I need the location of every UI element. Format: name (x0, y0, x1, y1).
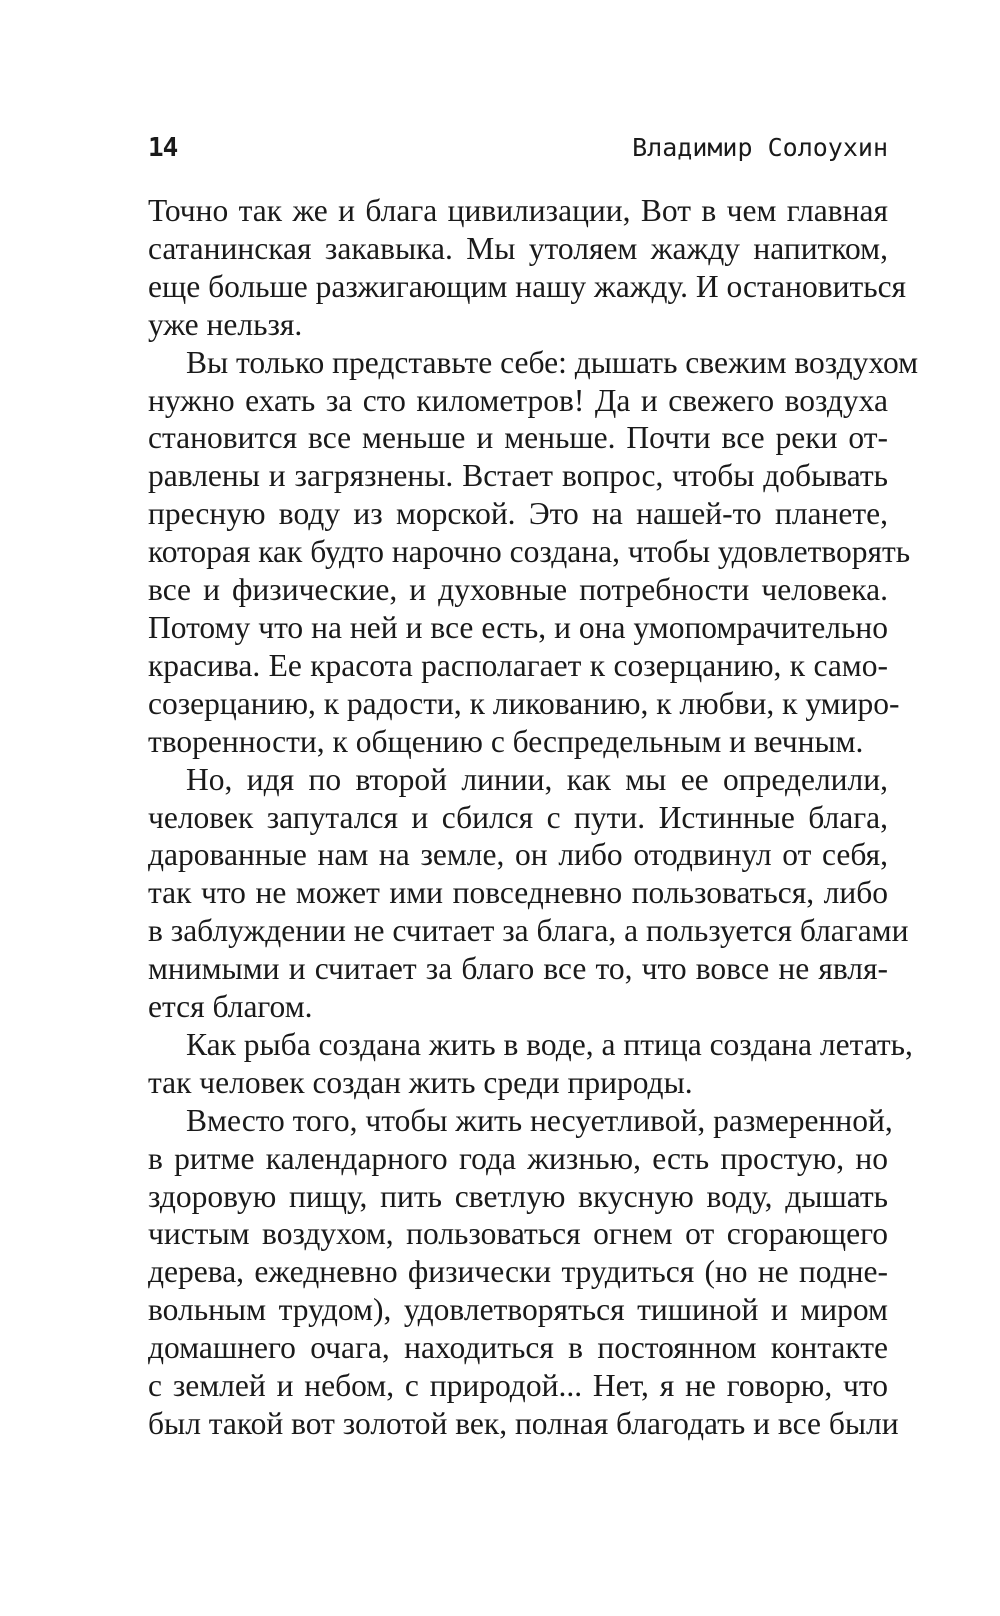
text-line: в заблуждении не считает за блага, а пользуется благами (148, 913, 909, 949)
text-line: Точно так же и блага цивилизации, Вот в чем главная (148, 193, 888, 228)
text-line: которая как будто нарочно создана, чтобы удовлетворять (148, 534, 911, 570)
running-head (148, 128, 888, 168)
text-line: Потому что на ней и все есть, и она умопомрачительно (148, 609, 888, 645)
text-line: домашнего очага, находиться в постоянном контакте (148, 1330, 888, 1366)
text-line: Как рыба создана жить в воде, а птица создана летать, (186, 1026, 913, 1062)
text-line: человек запутался и сбился с пути. Истинные блага, (148, 799, 888, 835)
text-line: вольным трудом), удовлетворяться тишиной и миром (148, 1292, 888, 1328)
text-line: уже нельзя. (148, 306, 303, 342)
text-line: становится все меньше и меньше. Почти все реки от- (148, 420, 888, 456)
text-line: так человек создан жить среди природы. (148, 1064, 693, 1100)
author-name: Владимир Солоухин (632, 133, 888, 162)
text-line: дарованные нам на земле, он либо отодвинул от себя, (148, 837, 888, 873)
text-line: созерцанию, к радости, к ликованию, к любви, к умиро- (148, 685, 900, 721)
text-line: сатанинская закавыка. Мы утоляем жажду напитком, (148, 230, 888, 266)
body-text (148, 192, 919, 1443)
text-line: все и физические, и духовные потребности человека. (148, 572, 888, 608)
paragraph-2 (148, 344, 919, 761)
text-line: так что не может ими повседневно пользоваться, либо (148, 875, 888, 911)
text-line: Но, идя по второй линии, как мы ее определили, (186, 761, 888, 797)
text-line: нужно ехать за сто километров! Да и свежего воздуха (148, 382, 888, 418)
text-line: красива. Ее красота располагает к созерцанию, к само- (148, 647, 888, 683)
text-line: ется благом. (148, 989, 313, 1025)
text-line: был такой вот золотой век, полная благодать и все были (148, 1406, 899, 1441)
page-number: 14 (148, 133, 178, 163)
text-line: мнимыми и считает за благо все то, что вовсе не явля- (148, 951, 888, 987)
text-line: в ритме календарного года жизнью, есть простую, но (148, 1140, 888, 1176)
text-line: дерева, ежедневно физически трудиться (но не подне- (148, 1254, 888, 1290)
text-line: Вы только представьте себе: дышать свежим воздухом (186, 344, 919, 380)
text-line: еще больше разжигающим нашу жажду. И остановиться (148, 268, 907, 304)
text-line: чистым воздухом, пользоваться огнем от сгорающего (148, 1216, 888, 1252)
paragraph-3 (148, 761, 909, 1026)
text-line: здоровую пищу, пить светлую вкусную воду, дышать (148, 1178, 888, 1214)
text-line: с землей и небом, с природой... Нет, я не говорю, что (148, 1368, 888, 1404)
text-line: равлены и загрязнены. Встает вопрос, чтобы добывать (148, 458, 888, 494)
paragraph-4 (148, 1026, 913, 1102)
text-line: Вместо того, чтобы жить несуетливой, размеренной, (186, 1102, 893, 1138)
text-line: творенности, к общению с беспредельным и вечным. (148, 723, 864, 759)
paragraph-5 (148, 1102, 899, 1443)
text-line: пресную воду из морской. Это на нашей-то планете, (148, 496, 888, 532)
paragraph-1 (148, 192, 907, 344)
